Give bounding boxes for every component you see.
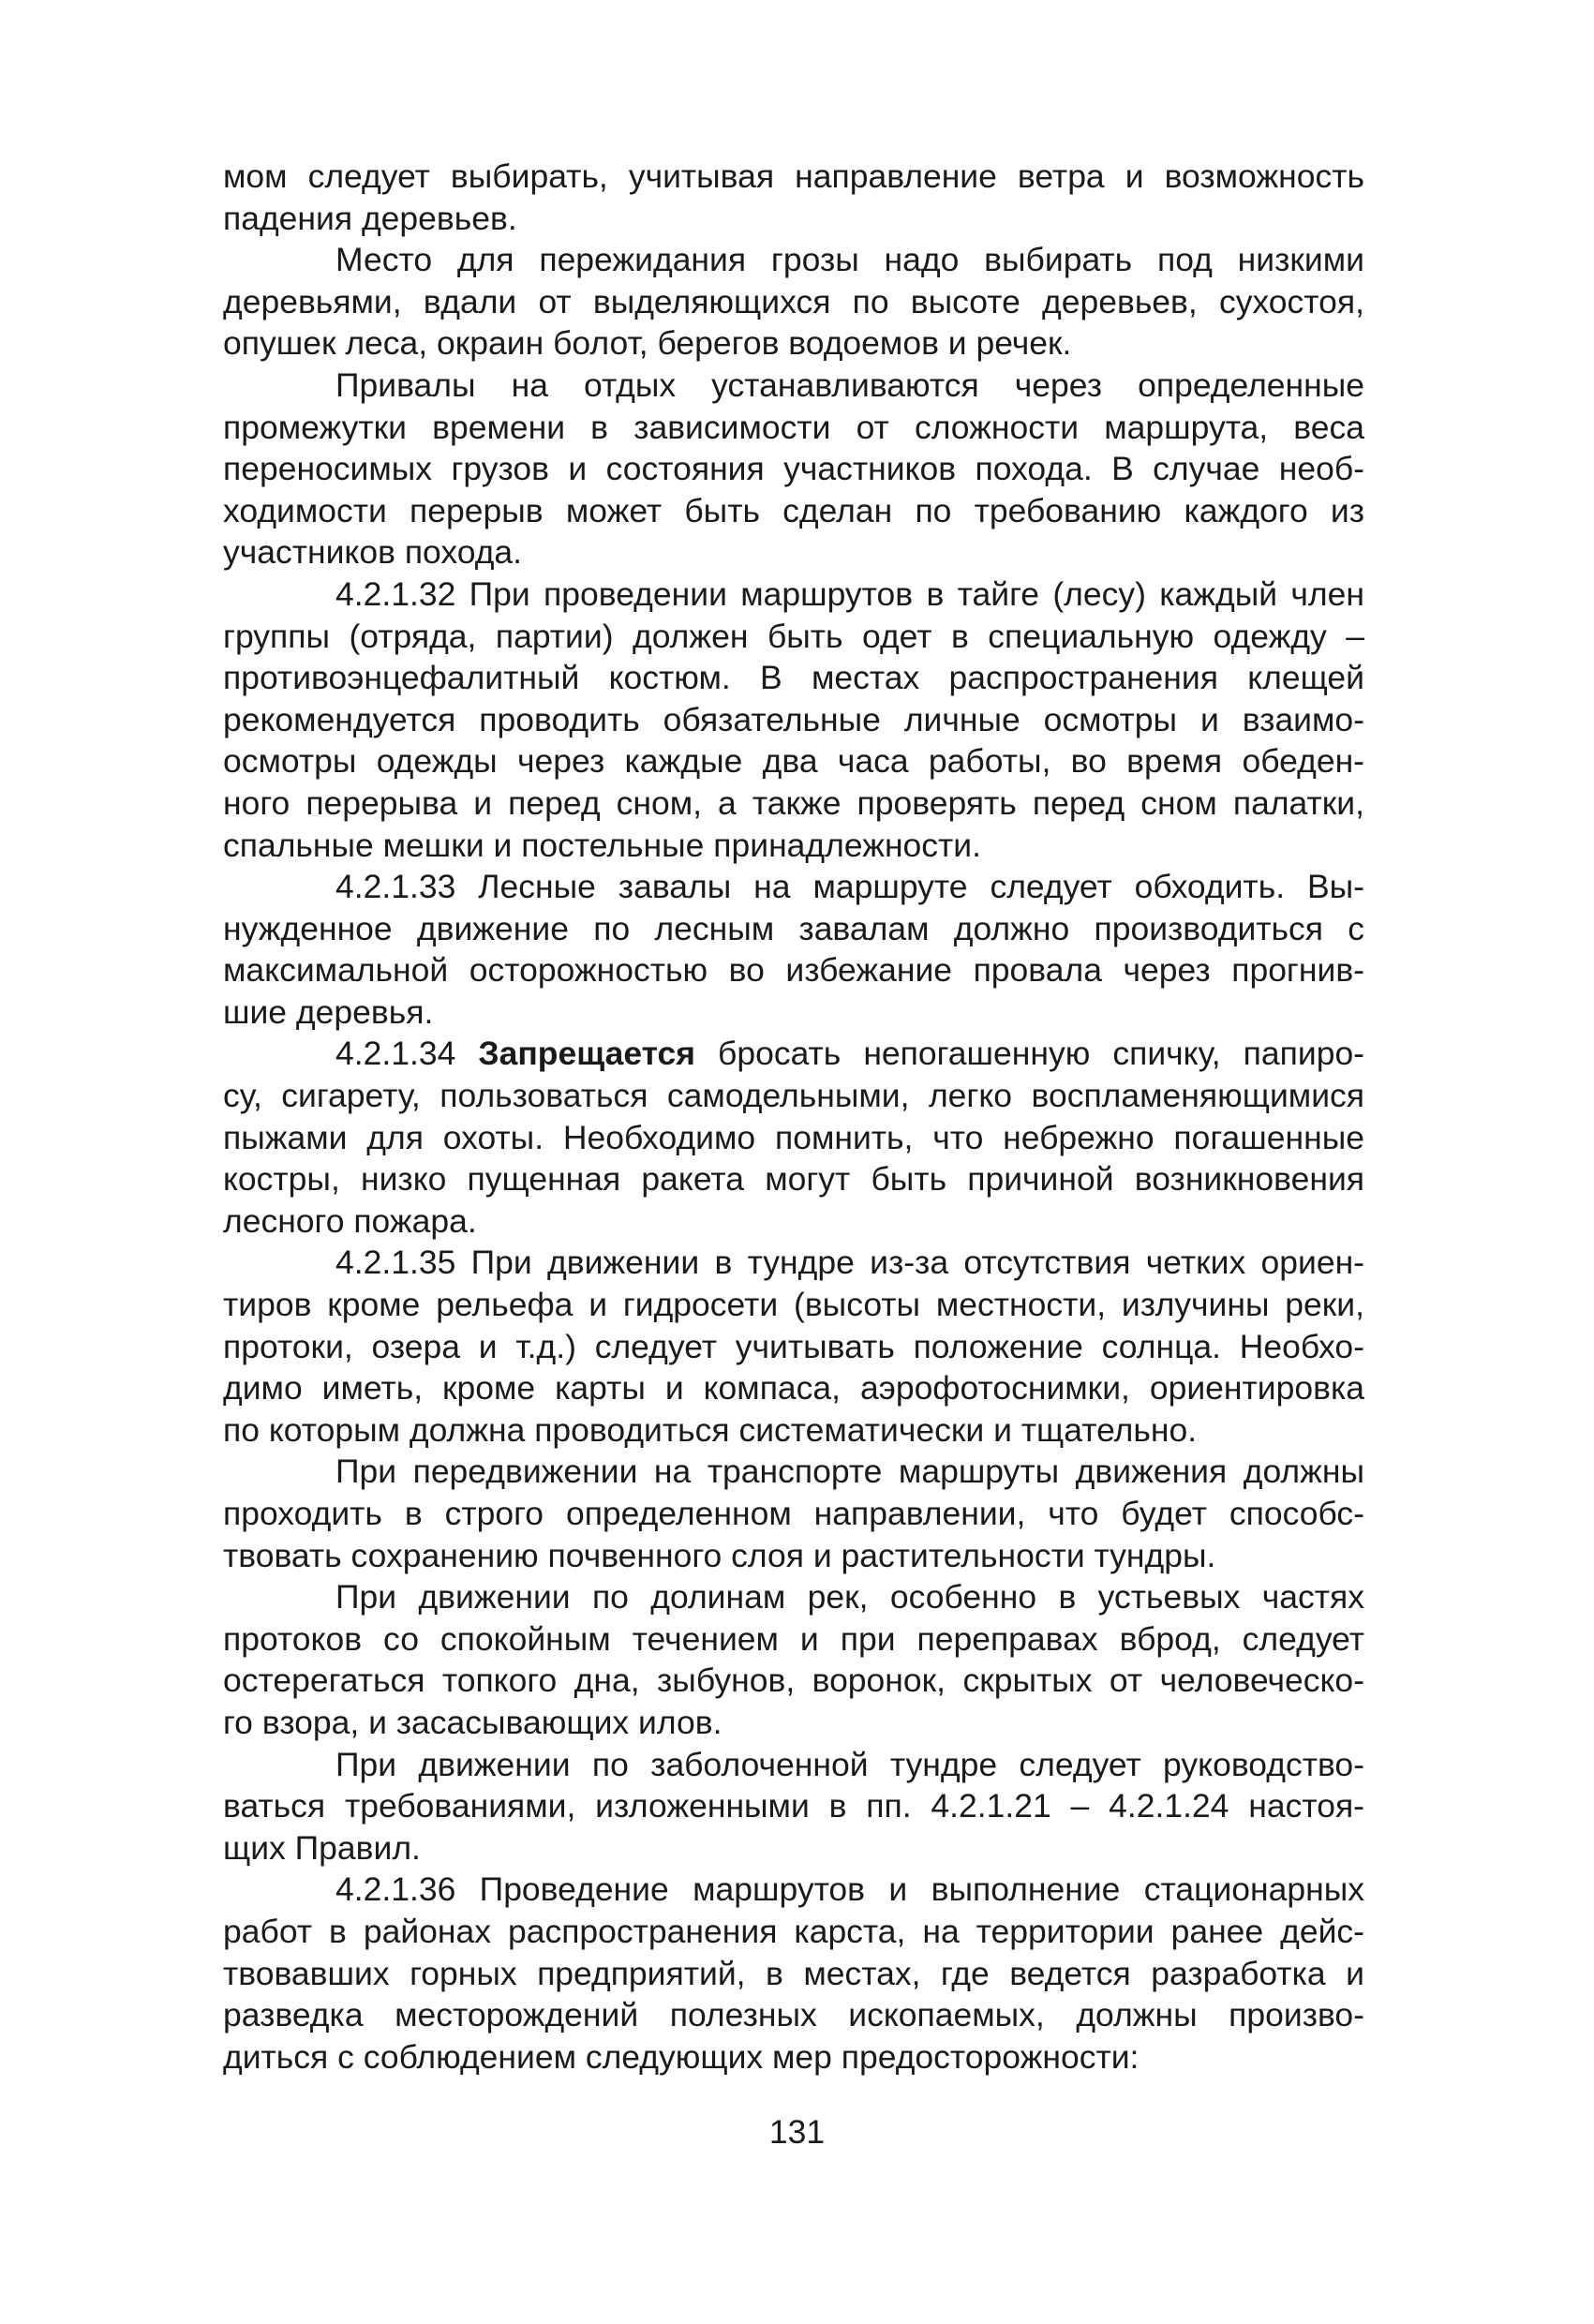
paragraph-line xyxy=(223,740,1364,782)
paragraph-line xyxy=(223,448,1364,490)
clause-number: 4.2.1.34 xyxy=(335,1035,456,1073)
line: 4.2.1.36 Проведение маршрутов и выполнение стационарных xyxy=(335,1870,1364,1909)
line: группы (отряда, партии) должен быть одет в специальную одежду – xyxy=(223,617,1364,655)
paragraph-4-2-1-33 xyxy=(223,866,1364,908)
line: диться с соблюдением следующих мер предосторожности: xyxy=(223,2037,1140,2076)
paragraph-line xyxy=(223,1702,1364,1744)
line: димо иметь, кроме карты и компаса, аэрофотоснимки, ориентировка xyxy=(223,1369,1364,1408)
line: осмотры одежды через каждые два часа работы, во время обеден- xyxy=(223,742,1364,781)
line: твовавших горных предприятий, в местах, где ведется разработка и xyxy=(223,1954,1364,1992)
paragraph-swampy-tundra xyxy=(223,1744,1364,1786)
paragraph-line xyxy=(223,322,1364,365)
line: шие деревья. xyxy=(223,992,434,1031)
paragraph-line xyxy=(223,908,1364,950)
paragraph-line xyxy=(223,407,1364,449)
paragraph-rest-stops xyxy=(223,365,1364,407)
line: противоэнцефалитный костюм. В местах распространения клещей xyxy=(223,659,1364,697)
line: проходить в строго определенном направлении, что будет способс- xyxy=(223,1495,1364,1532)
line: 4.2.1.32 При проведении маршрутов в тайге (лесу) каждый член xyxy=(335,574,1364,613)
line: остерегаться топкого дна, зыбунов, воронок, скрытых от человеческо- xyxy=(223,1661,1364,1700)
paragraph-line xyxy=(223,699,1364,741)
paragraph-line xyxy=(223,1785,1364,1827)
line: При передвижении на транспорте маршруты движения должны xyxy=(335,1452,1364,1491)
paragraph-4-2-1-32 xyxy=(223,574,1364,616)
line: го взора, и засасывающих илов. xyxy=(223,1703,723,1741)
line: пыжами для охоты. Необходимо помнить, что небрежно погашенные xyxy=(223,1118,1364,1156)
line: максимальной осторожностью во избежание провала через прогнив- xyxy=(223,951,1364,990)
line: твовать сохранению почвенного слоя и растительности тундры. xyxy=(223,1536,1216,1574)
page-number: 131 xyxy=(768,2113,826,2151)
paragraph-line xyxy=(223,1953,1364,1995)
paragraph-line xyxy=(223,782,1364,825)
line: мом следует выбирать, учитывая направление ветра и возможность xyxy=(223,157,1364,195)
line: щих Правил. xyxy=(223,1828,421,1867)
line: Место для пережидания грозы надо выбирать под низкими xyxy=(335,241,1364,279)
line: протоков со спокойным течением и при переправах вброд, следует xyxy=(223,1619,1364,1658)
paragraph-4-2-1-36 xyxy=(223,1869,1364,1911)
paragraph-continuation-end xyxy=(223,198,1364,240)
line: протоки, озера и т.д.) следует учитывать положение солнца. Необхо- xyxy=(223,1327,1364,1365)
paragraph-line xyxy=(223,1618,1364,1661)
line: разведка месторождений полезных ископаемых, должны произво- xyxy=(223,1996,1364,2034)
line: ного перерыва и перед сном, а также проверять перед сном палатки, xyxy=(223,783,1364,822)
paragraph-line xyxy=(223,531,1364,574)
paragraph-4-2-1-34 xyxy=(223,1033,1364,1075)
line: ваться требованиями, изложенными в пп. 4.2.1.21 – 4.2.1.24 настоя- xyxy=(223,1787,1364,1825)
line: по которым должна проводиться систематически и тщательно. xyxy=(223,1410,1198,1449)
paragraph-line xyxy=(223,1535,1364,1577)
paragraph-thunderstorm-shelter xyxy=(223,239,1364,281)
paragraph-line xyxy=(223,1994,1364,2036)
line: При движении по долинам рек, особенно в устьевых частях xyxy=(335,1578,1364,1616)
line: участников похода. xyxy=(223,533,523,572)
line: При движении по заболоченной тундре следует руководство- xyxy=(335,1745,1364,1783)
paragraph-line xyxy=(223,1075,1364,1117)
line: работ в районах распространения карста, на территории ранее дейс- xyxy=(223,1912,1364,1950)
paragraph-line xyxy=(223,1660,1364,1702)
line: костры, низко пущенная ракета могут быть причиной возникновения xyxy=(223,1160,1364,1199)
line: 4.2.1.35 При движении в тундре из-за отсутствия четких ориен- xyxy=(335,1244,1364,1282)
line: су, сигарету, пользоваться самодельными, легко воспламеняющимися xyxy=(223,1077,1364,1115)
paragraph-line xyxy=(223,616,1364,658)
paragraph-line xyxy=(223,2036,1364,2078)
paragraph-line xyxy=(223,1200,1364,1243)
line: переносимых грузов и состояния участников похода. В случае необ- xyxy=(223,450,1364,488)
line: Привалы на отдых устанавливаются через определенные xyxy=(335,365,1364,404)
line: опушек леса, окраин болот, берегов водоемов и речек. xyxy=(223,324,1072,363)
line: тиров кроме рельефа и гидросети (высоты местности, излучины реки, xyxy=(223,1286,1364,1324)
line: промежутки времени в зависимости от сложности маршрута, веса xyxy=(223,408,1364,446)
line: бросать непогашенную спичку, папиро- xyxy=(718,1035,1365,1073)
paragraph-line xyxy=(223,490,1364,532)
line: спальные мешки и постельные принадлежности. xyxy=(223,826,981,864)
prohibition-keyword: Запрещается xyxy=(478,1035,695,1073)
paragraph-line xyxy=(223,949,1364,991)
paragraph-line xyxy=(223,281,1364,323)
paragraph-line xyxy=(223,1409,1364,1452)
paragraph-line xyxy=(223,825,1364,867)
line: деревьями, вдали от выделяющихся по высоте деревьев, сухостоя, xyxy=(223,282,1364,320)
paragraph-line xyxy=(223,657,1364,699)
line: ходимости перерыв может быть сделан по требованию каждого из xyxy=(223,491,1364,529)
line: лесного пожара. xyxy=(223,1201,477,1240)
line: нужденное движение по лесным завалам должно производиться с xyxy=(223,909,1364,947)
paragraph-line xyxy=(223,1911,1364,1953)
line: 4.2.1.33 Лесные завалы на маршруте следует обходить. Вы- xyxy=(335,868,1364,906)
paragraph-line xyxy=(223,991,1364,1034)
paragraph-line xyxy=(223,1326,1364,1368)
paragraph-transport xyxy=(223,1451,1364,1493)
body-text xyxy=(223,156,1364,2078)
paragraph-line xyxy=(223,1117,1364,1159)
line: падения деревьев. xyxy=(223,199,517,237)
paragraph-4-2-1-35 xyxy=(223,1242,1364,1284)
paragraph-line xyxy=(223,1158,1364,1200)
paragraph-continuation xyxy=(223,156,1364,198)
paragraph-line xyxy=(223,1827,1364,1870)
paragraph-river-valleys xyxy=(223,1576,1364,1618)
paragraph-line xyxy=(223,1284,1364,1326)
line: рекомендуется проводить обязательные личные осмотры и взаимо- xyxy=(223,700,1364,738)
paragraph-line xyxy=(223,1367,1364,1409)
paragraph-line xyxy=(223,1493,1364,1535)
